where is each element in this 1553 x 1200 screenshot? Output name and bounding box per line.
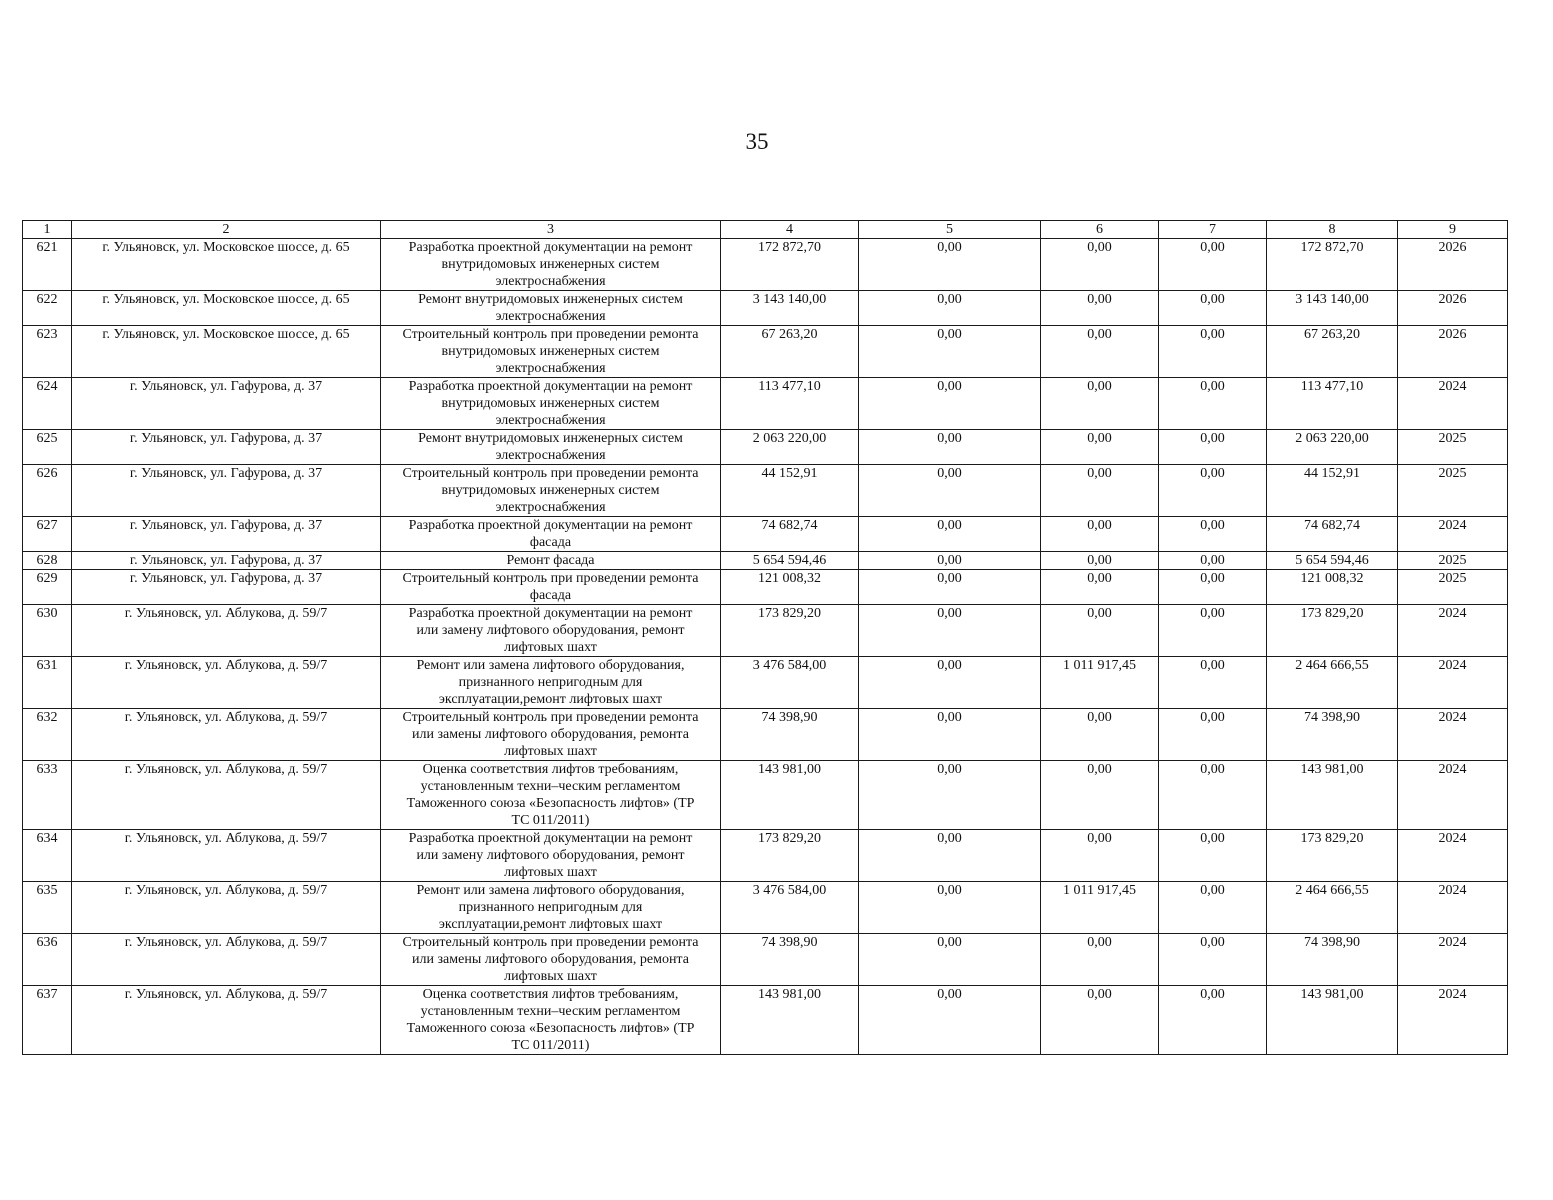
- row-number-cell: 630: [23, 605, 72, 657]
- row-number-cell: 633: [23, 761, 72, 830]
- total-cost-cell: 3 143 140,00: [721, 291, 859, 326]
- table-row: [23, 465, 1508, 517]
- col-5-cell: 0,00: [859, 465, 1041, 517]
- year-cell: 2026: [1398, 291, 1508, 326]
- work-type-cell: Разработка проектной документации на ремонт или замену лифтового оборудования, ремонт лифтовых шахт: [381, 830, 721, 882]
- work-type-cell: Разработка проектной документации на ремонт внутридомовых инженерных систем электроснабжения: [381, 239, 721, 291]
- col-5-cell: 0,00: [859, 430, 1041, 465]
- row-number-cell: 625: [23, 430, 72, 465]
- address-cell: г. Ульяновск, ул. Гафурова, д. 37: [72, 465, 381, 517]
- col-8-cell: 173 829,20: [1267, 830, 1398, 882]
- table-row: [23, 291, 1508, 326]
- work-type-cell: Разработка проектной документации на ремонт внутридомовых инженерных систем электроснабжения: [381, 378, 721, 430]
- table-row: [23, 517, 1508, 552]
- total-cost-cell: 2 063 220,00: [721, 430, 859, 465]
- col-8-cell: 121 008,32: [1267, 570, 1398, 605]
- col-8-cell: 3 143 140,00: [1267, 291, 1398, 326]
- col-5-cell: 0,00: [859, 378, 1041, 430]
- page-number: 35: [745, 129, 769, 154]
- total-cost-cell: 143 981,00: [721, 986, 859, 1055]
- col-8-cell: 2 063 220,00: [1267, 430, 1398, 465]
- year-cell: 2025: [1398, 430, 1508, 465]
- work-type-cell: Разработка проектной документации на ремонт фасада: [381, 517, 721, 552]
- row-number-cell: 628: [23, 552, 72, 570]
- col-6-cell: 0,00: [1041, 552, 1159, 570]
- work-type-cell: Ремонт или замена лифтового оборудования, признанного непригодным для эксплуатации,ремонт лифтовых шахт: [381, 882, 721, 934]
- row-number-cell: 635: [23, 882, 72, 934]
- address-cell: г. Ульяновск, ул. Аблукова, д. 59/7: [72, 709, 381, 761]
- col-8-cell: 2 464 666,55: [1267, 657, 1398, 709]
- table-row: [23, 239, 1508, 291]
- work-type-cell: Ремонт фасада: [381, 552, 721, 570]
- col-8-cell: 5 654 594,46: [1267, 552, 1398, 570]
- col-6-cell: 0,00: [1041, 986, 1159, 1055]
- col-8-cell: 143 981,00: [1267, 986, 1398, 1055]
- col-7-cell: 0,00: [1159, 552, 1267, 570]
- col-5-cell: 0,00: [859, 934, 1041, 986]
- total-cost-cell: 74 398,90: [721, 709, 859, 761]
- table-row: [23, 934, 1508, 986]
- row-number-cell: 623: [23, 326, 72, 378]
- column-header-6: 6: [1041, 221, 1159, 239]
- year-cell: 2024: [1398, 517, 1508, 552]
- row-number-cell: 636: [23, 934, 72, 986]
- work-type-cell: Строительный контроль при проведении ремонта или замены лифтового оборудования, ремонта лифтовых шахт: [381, 709, 721, 761]
- col-6-cell: 0,00: [1041, 326, 1159, 378]
- total-cost-cell: 113 477,10: [721, 378, 859, 430]
- work-type-cell: Строительный контроль при проведении ремонта внутридомовых инженерных систем электроснабжения: [381, 465, 721, 517]
- col-7-cell: 0,00: [1159, 570, 1267, 605]
- year-cell: 2025: [1398, 465, 1508, 517]
- address-cell: г. Ульяновск, ул. Аблукова, д. 59/7: [72, 830, 381, 882]
- address-cell: г. Ульяновск, ул. Гафурова, д. 37: [72, 430, 381, 465]
- row-number-cell: 621: [23, 239, 72, 291]
- col-8-cell: 172 872,70: [1267, 239, 1398, 291]
- work-type-cell: Разработка проектной документации на ремонт или замену лифтового оборудования, ремонт лифтовых шахт: [381, 605, 721, 657]
- col-8-cell: 74 398,90: [1267, 934, 1398, 986]
- year-cell: 2024: [1398, 934, 1508, 986]
- col-6-cell: 0,00: [1041, 570, 1159, 605]
- col-7-cell: 0,00: [1159, 709, 1267, 761]
- col-6-cell: 0,00: [1041, 291, 1159, 326]
- year-cell: 2024: [1398, 830, 1508, 882]
- address-cell: г. Ульяновск, ул. Московское шоссе, д. 65: [72, 291, 381, 326]
- table-row: [23, 326, 1508, 378]
- col-5-cell: 0,00: [859, 291, 1041, 326]
- col-7-cell: 0,00: [1159, 882, 1267, 934]
- col-5-cell: 0,00: [859, 830, 1041, 882]
- col-6-cell: 1 011 917,45: [1041, 882, 1159, 934]
- row-number-cell: 624: [23, 378, 72, 430]
- total-cost-cell: 172 872,70: [721, 239, 859, 291]
- row-number-cell: 627: [23, 517, 72, 552]
- address-cell: г. Ульяновск, ул. Московское шоссе, д. 65: [72, 239, 381, 291]
- col-8-cell: 67 263,20: [1267, 326, 1398, 378]
- total-cost-cell: 44 152,91: [721, 465, 859, 517]
- year-cell: 2026: [1398, 239, 1508, 291]
- col-7-cell: 0,00: [1159, 761, 1267, 830]
- address-cell: г. Ульяновск, ул. Гафурова, д. 37: [72, 378, 381, 430]
- col-7-cell: 0,00: [1159, 517, 1267, 552]
- col-5-cell: 0,00: [859, 761, 1041, 830]
- table-row: [23, 605, 1508, 657]
- year-cell: 2025: [1398, 552, 1508, 570]
- col-7-cell: 0,00: [1159, 430, 1267, 465]
- address-cell: г. Ульяновск, ул. Аблукова, д. 59/7: [72, 986, 381, 1055]
- work-type-cell: Строительный контроль при проведении ремонта фасада: [381, 570, 721, 605]
- year-cell: 2024: [1398, 657, 1508, 709]
- address-cell: г. Ульяновск, ул. Гафурова, д. 37: [72, 570, 381, 605]
- row-number-cell: 629: [23, 570, 72, 605]
- work-type-cell: Ремонт внутридомовых инженерных систем электроснабжения: [381, 430, 721, 465]
- col-5-cell: 0,00: [859, 517, 1041, 552]
- total-cost-cell: 67 263,20: [721, 326, 859, 378]
- table-row: [23, 378, 1508, 430]
- total-cost-cell: 3 476 584,00: [721, 882, 859, 934]
- address-cell: г. Ульяновск, ул. Аблукова, д. 59/7: [72, 882, 381, 934]
- col-7-cell: 0,00: [1159, 605, 1267, 657]
- row-number-cell: 632: [23, 709, 72, 761]
- address-cell: г. Ульяновск, ул. Гафурова, д. 37: [72, 517, 381, 552]
- address-cell: г. Ульяновск, ул. Московское шоссе, д. 65: [72, 326, 381, 378]
- col-7-cell: 0,00: [1159, 934, 1267, 986]
- column-header-9: 9: [1398, 221, 1508, 239]
- total-cost-cell: 143 981,00: [721, 761, 859, 830]
- col-6-cell: 0,00: [1041, 430, 1159, 465]
- table-row: [23, 430, 1508, 465]
- col-5-cell: 0,00: [859, 986, 1041, 1055]
- table-head: [23, 221, 1508, 239]
- work-type-cell: Строительный контроль при проведении ремонта или замены лифтового оборудования, ремонта лифтовых шахт: [381, 934, 721, 986]
- col-5-cell: 0,00: [859, 882, 1041, 934]
- address-cell: г. Ульяновск, ул. Аблукова, д. 59/7: [72, 761, 381, 830]
- row-number-cell: 622: [23, 291, 72, 326]
- column-header-5: 5: [859, 221, 1041, 239]
- col-7-cell: 0,00: [1159, 986, 1267, 1055]
- address-cell: г. Ульяновск, ул. Аблукова, д. 59/7: [72, 934, 381, 986]
- total-cost-cell: 74 682,74: [721, 517, 859, 552]
- table-row: [23, 986, 1508, 1055]
- row-number-cell: 637: [23, 986, 72, 1055]
- col-6-cell: 0,00: [1041, 517, 1159, 552]
- table-header-row: [23, 221, 1508, 239]
- col-6-cell: 0,00: [1041, 830, 1159, 882]
- work-type-cell: Ремонт или замена лифтового оборудования, признанного непригодным для эксплуатации,ремонт лифтовых шахт: [381, 657, 721, 709]
- col-7-cell: 0,00: [1159, 830, 1267, 882]
- column-header-4: 4: [721, 221, 859, 239]
- works-table: [22, 220, 1508, 1055]
- address-cell: г. Ульяновск, ул. Аблукова, д. 59/7: [72, 657, 381, 709]
- column-header-8: 8: [1267, 221, 1398, 239]
- col-8-cell: 143 981,00: [1267, 761, 1398, 830]
- col-5-cell: 0,00: [859, 709, 1041, 761]
- table-row: [23, 830, 1508, 882]
- col-7-cell: 0,00: [1159, 326, 1267, 378]
- total-cost-cell: 74 398,90: [721, 934, 859, 986]
- year-cell: 2024: [1398, 761, 1508, 830]
- col-5-cell: 0,00: [859, 239, 1041, 291]
- col-5-cell: 0,00: [859, 326, 1041, 378]
- table-row: [23, 882, 1508, 934]
- table-row: [23, 761, 1508, 830]
- col-6-cell: 0,00: [1041, 378, 1159, 430]
- year-cell: 2024: [1398, 378, 1508, 430]
- col-5-cell: 0,00: [859, 605, 1041, 657]
- table-body: [23, 239, 1508, 1055]
- total-cost-cell: 5 654 594,46: [721, 552, 859, 570]
- col-6-cell: 0,00: [1041, 709, 1159, 761]
- year-cell: 2024: [1398, 882, 1508, 934]
- col-6-cell: 1 011 917,45: [1041, 657, 1159, 709]
- address-cell: г. Ульяновск, ул. Гафурова, д. 37: [72, 552, 381, 570]
- column-header-1: 1: [23, 221, 72, 239]
- col-5-cell: 0,00: [859, 570, 1041, 605]
- total-cost-cell: 121 008,32: [721, 570, 859, 605]
- row-number-cell: 631: [23, 657, 72, 709]
- col-5-cell: 0,00: [859, 657, 1041, 709]
- col-7-cell: 0,00: [1159, 239, 1267, 291]
- column-header-3: 3: [381, 221, 721, 239]
- col-6-cell: 0,00: [1041, 934, 1159, 986]
- col-8-cell: 173 829,20: [1267, 605, 1398, 657]
- work-type-cell: Ремонт внутридомовых инженерных систем электроснабжения: [381, 291, 721, 326]
- work-type-cell: Оценка соответствия лифтов требованиям, установленным техни–ческим регламентом Таможенного союза «Безопасность лифтов» (ТР ТС 011/2011): [381, 986, 721, 1055]
- year-cell: 2024: [1398, 605, 1508, 657]
- column-header-7: 7: [1159, 221, 1267, 239]
- col-8-cell: 74 398,90: [1267, 709, 1398, 761]
- year-cell: 2024: [1398, 986, 1508, 1055]
- col-8-cell: 74 682,74: [1267, 517, 1398, 552]
- table-row: [23, 657, 1508, 709]
- col-8-cell: 113 477,10: [1267, 378, 1398, 430]
- col-7-cell: 0,00: [1159, 378, 1267, 430]
- table-row: [23, 570, 1508, 605]
- year-cell: 2024: [1398, 709, 1508, 761]
- table-row: [23, 709, 1508, 761]
- year-cell: 2026: [1398, 326, 1508, 378]
- col-6-cell: 0,00: [1041, 605, 1159, 657]
- row-number-cell: 626: [23, 465, 72, 517]
- total-cost-cell: 3 476 584,00: [721, 657, 859, 709]
- col-6-cell: 0,00: [1041, 465, 1159, 517]
- work-type-cell: Оценка соответствия лифтов требованиям, установленным техни–ческим регламентом Таможенного союза «Безопасность лифтов» (ТР ТС 011/2011): [381, 761, 721, 830]
- col-8-cell: 2 464 666,55: [1267, 882, 1398, 934]
- total-cost-cell: 173 829,20: [721, 605, 859, 657]
- col-8-cell: 44 152,91: [1267, 465, 1398, 517]
- work-type-cell: Строительный контроль при проведении ремонта внутридомовых инженерных систем электроснабжения: [381, 326, 721, 378]
- total-cost-cell: 173 829,20: [721, 830, 859, 882]
- row-number-cell: 634: [23, 830, 72, 882]
- col-6-cell: 0,00: [1041, 239, 1159, 291]
- column-header-2: 2: [72, 221, 381, 239]
- col-7-cell: 0,00: [1159, 291, 1267, 326]
- address-cell: г. Ульяновск, ул. Аблукова, д. 59/7: [72, 605, 381, 657]
- year-cell: 2025: [1398, 570, 1508, 605]
- col-6-cell: 0,00: [1041, 761, 1159, 830]
- col-7-cell: 0,00: [1159, 657, 1267, 709]
- col-5-cell: 0,00: [859, 552, 1041, 570]
- table-row: [23, 552, 1508, 570]
- col-7-cell: 0,00: [1159, 465, 1267, 517]
